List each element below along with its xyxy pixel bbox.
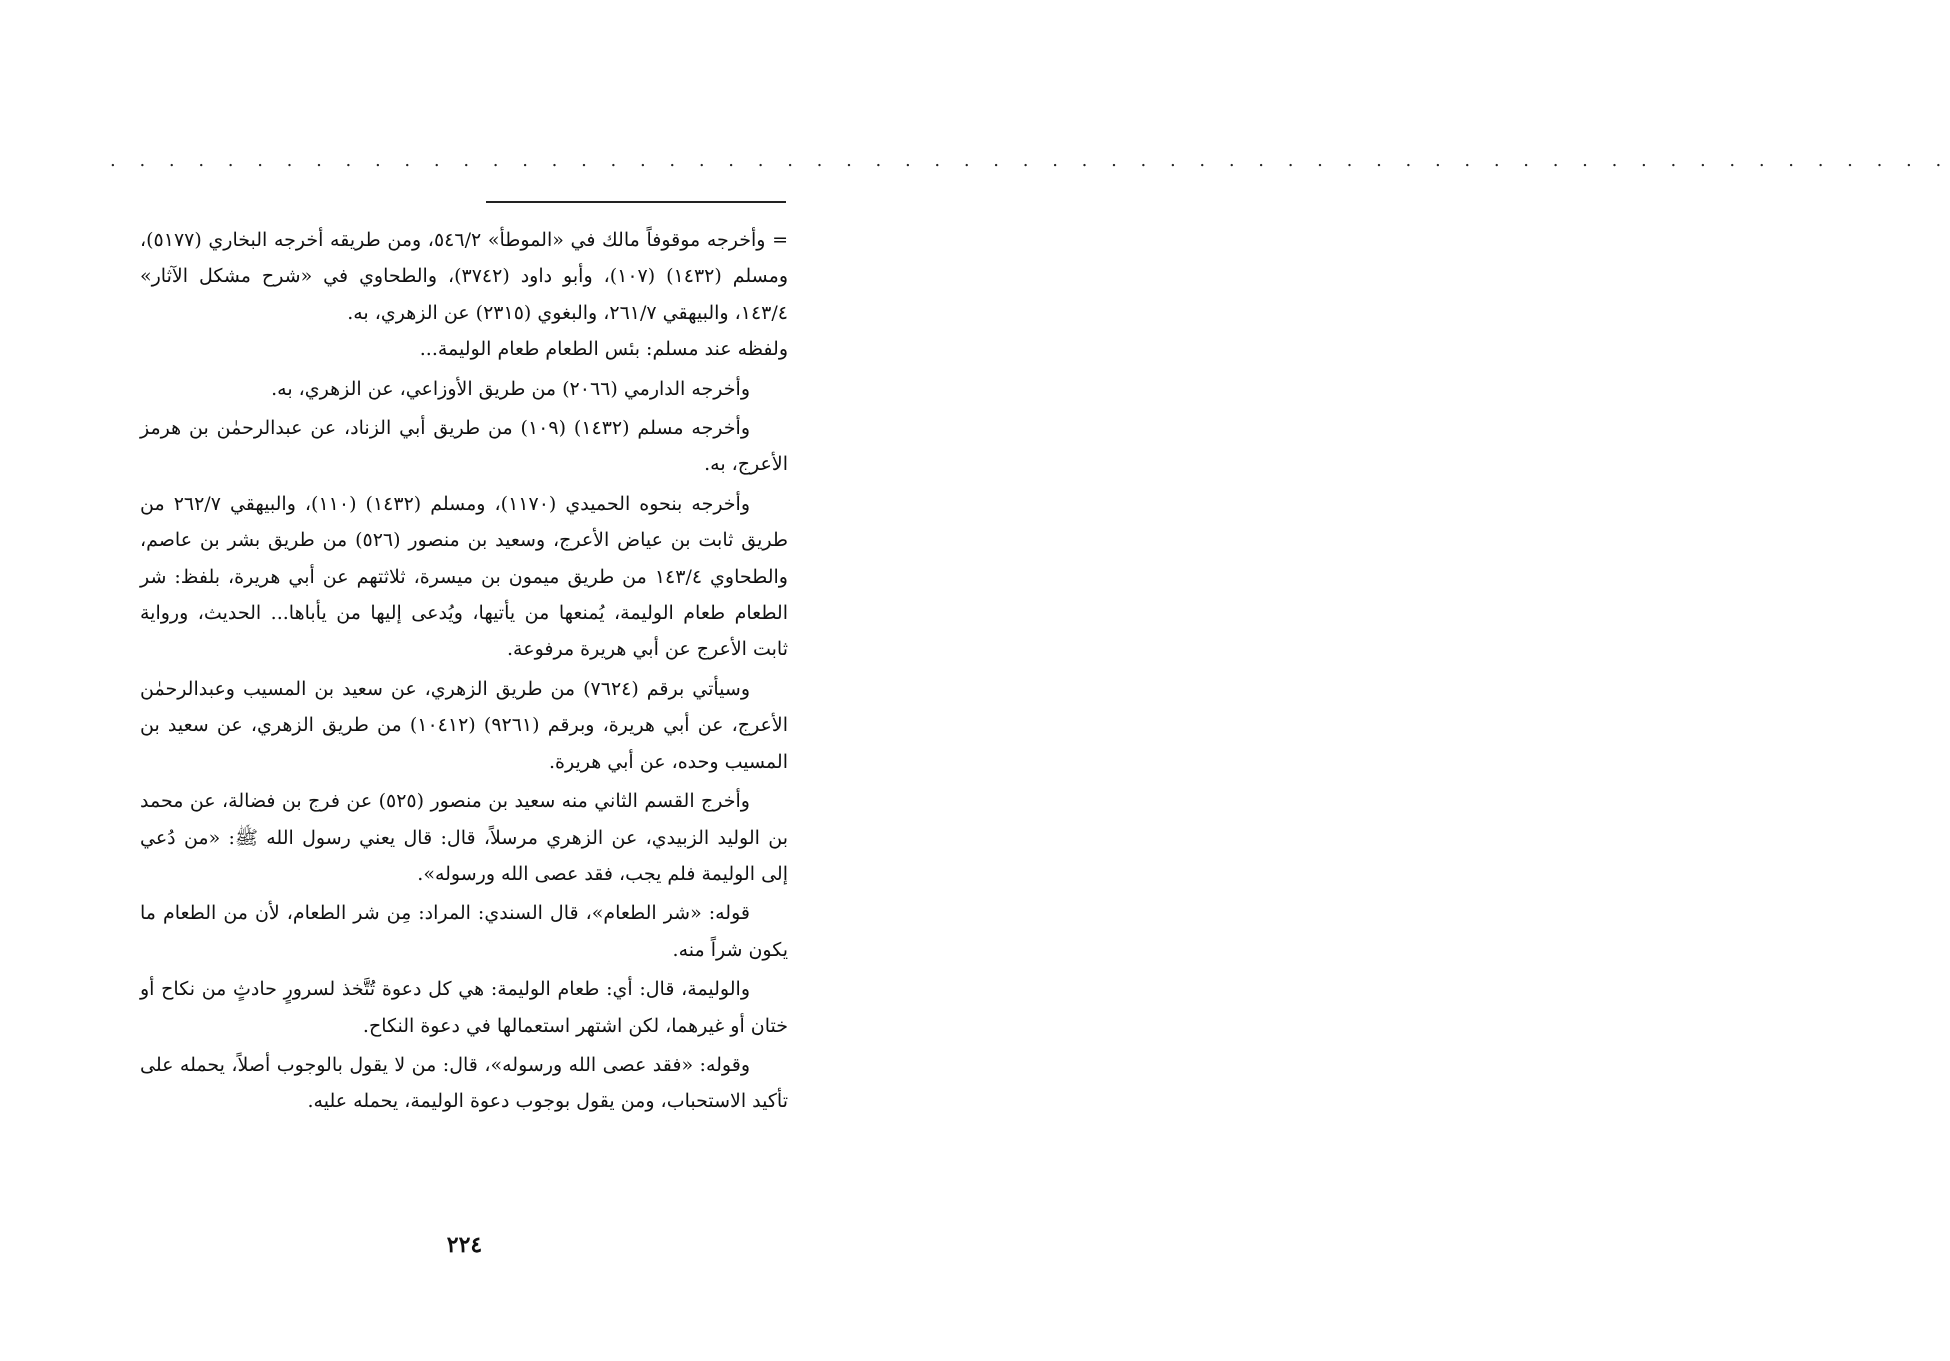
paragraph: وأخرجه بنحوه الحميدي (١١٧٠)، ومسلم (١٤٣٢) (١١٠)، والبيهقي ٢٦٢/٧ من طريق ثابت بن عياض الأعرج، وسعيد بن منصور (٥٢٦) من طريق بشر بن عاصم، والطحاوي ١٤٣/٤ من طريق ميمون بن ميسرة، ثلاثتهم عن أبي هريرة، بلفظ: شر الطعام طعام الوليمة، يُمنعها من يأتيها، ويُدعى إليها من يأباها... الحديث، ورواية ثابت الأعرج عن أبي هريرة مرفوعة. [140, 492, 788, 661]
paragraph: والوليمة، قال: أي: طعام الوليمة: هي كل دعوة تُتَّخذ لسرورٍ حادثٍ من نكاح أو ختان أو غيرهما، لكن اشتهر استعمالها في دعوة النكاح. [140, 978, 788, 1037]
paragraph: وأخرج القسم الثاني منه سعيد بن منصور (٥٢٥) عن فرج بن فضالة، عن محمد بن الوليد الزبيدي، عن الزهري مرسلاً، قال: قال يعني رسول الله ﷺ: «من دُعي إلى الوليمة فلم يجب، فقد عصى الله ورسوله». [140, 790, 788, 885]
paragraph: = وأخرجه موقوفاً مالك في «الموطأ» ٥٤٦/٢، ومن طريقه أخرجه البخاري (٥١٧٧)، ومسلم (١٤٣٢) (١٠٧)، وأبو داود (٣٧٤٢)، والطحاوي في «شرح مشكل الآثار» ١٤٣/٤، والبيهقي ٢٦١/٧، والبغوي (٢٣١٥) عن الزهري، به. [140, 229, 789, 324]
paragraph: وسيأتي برقم (٧٦٢٤) من طريق الزهري، عن سعيد بن المسيب وعبدالرحمٰن الأعرج، عن أبي هريرة، وبرقم (٩٢٦١) (١٠٤١٢) من طريق الزهري، عن سعيد بن المسيب وحده، عن أبي هريرة. [140, 677, 789, 773]
paragraph: وقوله: «فقد عصى الله ورسوله»، قال: من لا يقول بالوجوب أصلاً، يحمله على تأكيد الاستحباب، ومن يقول بوجوب دعوة الوليمة، يحمله عليه. [140, 1053, 788, 1113]
footnote-rule [486, 201, 786, 203]
paragraph: وأخرجه الدارمي (٢٠٦٦) من طريق الأوزاعي، عن الزهري، به. [271, 377, 750, 400]
footnote-text [140, 222, 788, 1120]
paragraph: قوله: «شر الطعام»، قال السندي: المراد: مِن شر الطعام، لأن من الطعام ما يكون شراً منه. [140, 902, 788, 961]
paragraph: ولفظه عند مسلم: بئس الطعام طعام الوليمة... [419, 338, 788, 361]
page-number: ٢٢٤ [446, 1232, 483, 1258]
footnote-separator-dots: . . . . . . . . . . . . . . . . . . . . . . . . . . . . . . . . . . . . . . . . . . . . . . . . . . . . . . . . . . . . . . . [110, 150, 1950, 171]
paragraph: وأخرجه مسلم (١٤٣٢) (١٠٩) من طريق أبي الزناد، عن عبدالرحمٰن بن هرمز الأعرج، به. [140, 417, 788, 476]
